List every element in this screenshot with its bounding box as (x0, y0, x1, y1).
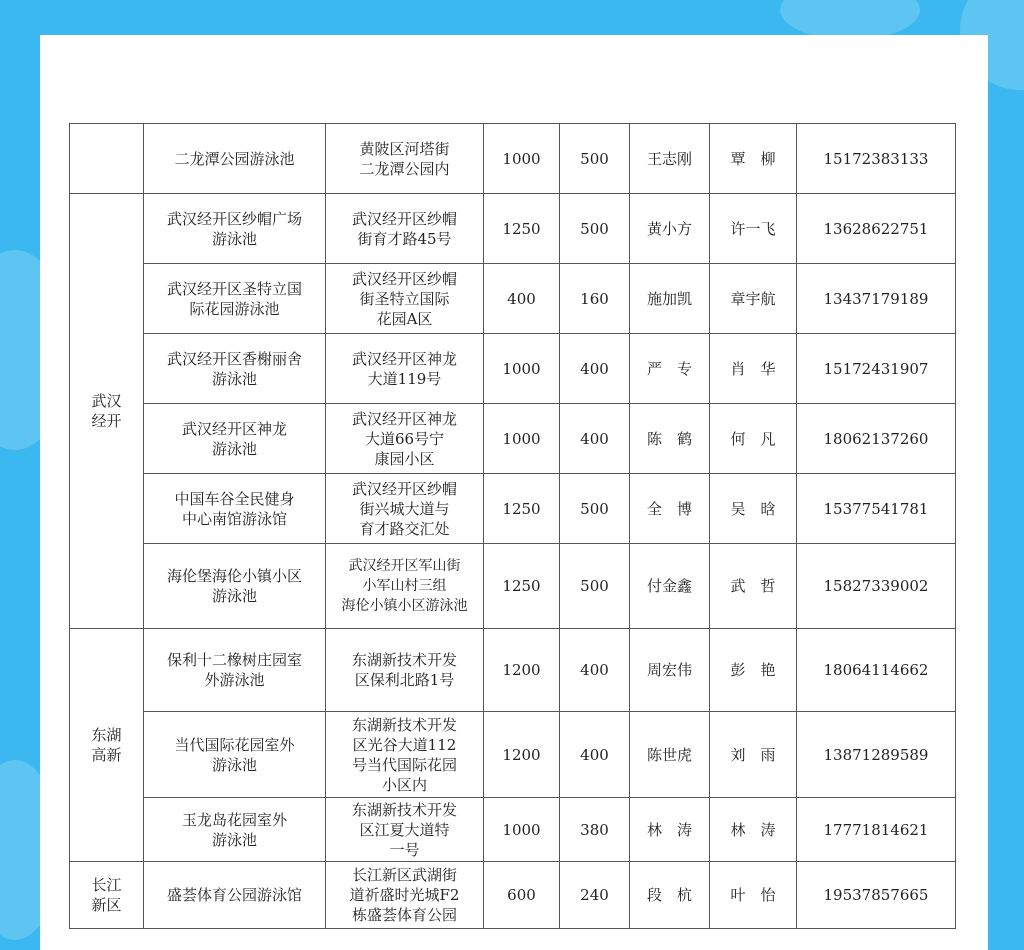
venue-cell: 武汉经开区神龙 游泳池 (144, 404, 326, 474)
table-row (70, 194, 956, 264)
capacity-cell: 400 (560, 629, 630, 712)
venue-cell: 二龙潭公园游泳池 (144, 124, 326, 194)
capacity-cell: 500 (560, 194, 630, 264)
contact-cell: 吴 晗 (710, 474, 797, 544)
phone-cell: 18062137260 (797, 404, 956, 474)
phone-cell: 17771814621 (797, 798, 956, 862)
contact-cell: 章宇航 (710, 264, 797, 334)
document-page (40, 35, 988, 950)
table-row (70, 404, 956, 474)
area-cell: 1000 (484, 798, 560, 862)
address-cell: 东湖新技术开发 区江夏大道特 一号 (326, 798, 484, 862)
contact-cell: 严 专 (630, 334, 710, 404)
phone-cell: 13871289589 (797, 712, 956, 798)
contact-cell: 周宏伟 (630, 629, 710, 712)
phone-cell: 13437179189 (797, 264, 956, 334)
contact-cell: 付金鑫 (630, 544, 710, 629)
phone-cell: 15827339002 (797, 544, 956, 629)
area-cell: 600 (484, 862, 560, 929)
contact-cell: 武 哲 (710, 544, 797, 629)
venue-cell: 玉龙岛花园室外 游泳池 (144, 798, 326, 862)
capacity-cell: 160 (560, 264, 630, 334)
contact-cell: 施加凯 (630, 264, 710, 334)
contact-cell: 王志刚 (630, 124, 710, 194)
phone-cell: 19537857665 (797, 862, 956, 929)
address-cell: 武汉经开区神龙 大道66号宁 康园小区 (326, 404, 484, 474)
venue-cell: 海伦堡海伦小镇小区 游泳池 (144, 544, 326, 629)
contact-cell: 彭 艳 (710, 629, 797, 712)
contact-cell: 陈 鹤 (630, 404, 710, 474)
area-cell: 400 (484, 264, 560, 334)
table-row (70, 124, 956, 194)
capacity-cell: 500 (560, 544, 630, 629)
contact-cell: 全 博 (630, 474, 710, 544)
district-cell-continued (70, 124, 144, 194)
address-cell: 武汉经开区神龙 大道119号 (326, 334, 484, 404)
address-cell: 武汉经开区纱帽 街育才路45号 (326, 194, 484, 264)
capacity-cell: 400 (560, 334, 630, 404)
venue-cell: 武汉经开区香榭丽舍 游泳池 (144, 334, 326, 404)
address-cell: 东湖新技术开发 区保利北路1号 (326, 629, 484, 712)
contact-cell: 覃 柳 (710, 124, 797, 194)
capacity-cell: 500 (560, 124, 630, 194)
venue-cell: 中国车谷全民健身 中心南馆游泳馆 (144, 474, 326, 544)
swimming-pool-table (69, 123, 956, 929)
venue-cell: 盛荟体育公园游泳馆 (144, 862, 326, 929)
phone-cell: 15377541781 (797, 474, 956, 544)
district-cell: 武汉 经开 (70, 194, 144, 629)
area-cell: 1000 (484, 124, 560, 194)
contact-cell: 黄小方 (630, 194, 710, 264)
table-row (70, 544, 956, 629)
address-cell: 武汉经开区纱帽 街圣特立国际 花园A区 (326, 264, 484, 334)
contact-cell: 林 涛 (710, 798, 797, 862)
area-cell: 1250 (484, 544, 560, 629)
contact-cell: 肖 华 (710, 334, 797, 404)
address-cell: 黄陂区河塔街 二龙潭公园内 (326, 124, 484, 194)
contact-cell: 林 涛 (630, 798, 710, 862)
venue-cell: 保利十二橡树庄园室 外游泳池 (144, 629, 326, 712)
area-cell: 1250 (484, 194, 560, 264)
capacity-cell: 240 (560, 862, 630, 929)
area-cell: 1000 (484, 404, 560, 474)
venue-cell: 武汉经开区纱帽广场 游泳池 (144, 194, 326, 264)
area-cell: 1250 (484, 474, 560, 544)
venue-cell: 当代国际花园室外 游泳池 (144, 712, 326, 798)
table-row (70, 474, 956, 544)
phone-cell: 13628622751 (797, 194, 956, 264)
address-cell: 东湖新技术开发 区光谷大道112 号当代国际花园 小区内 (326, 712, 484, 798)
phone-cell: 18064114662 (797, 629, 956, 712)
area-cell: 1200 (484, 712, 560, 798)
contact-cell: 陈世虎 (630, 712, 710, 798)
address-cell: 武汉经开区纱帽 街兴城大道与 育才路交汇处 (326, 474, 484, 544)
capacity-cell: 400 (560, 404, 630, 474)
table-row (70, 712, 956, 798)
area-cell: 1000 (484, 334, 560, 404)
table-row (70, 862, 956, 929)
contact-cell: 段 杭 (630, 862, 710, 929)
table-row (70, 334, 956, 404)
area-cell: 1200 (484, 629, 560, 712)
capacity-cell: 380 (560, 798, 630, 862)
district-cell: 长江 新区 (70, 862, 144, 929)
capacity-cell: 400 (560, 712, 630, 798)
phone-cell: 15172431907 (797, 334, 956, 404)
table-row (70, 264, 956, 334)
table-row (70, 798, 956, 862)
phone-cell: 15172383133 (797, 124, 956, 194)
address-cell: 武汉经开区军山街 小军山村三组 海伦小镇小区游泳池 (326, 544, 484, 629)
capacity-cell: 500 (560, 474, 630, 544)
contact-cell: 叶 怡 (710, 862, 797, 929)
address-cell: 长江新区武湖街 道祈盛时光城F2 栋盛荟体育公园 (326, 862, 484, 929)
venue-cell: 武汉经开区圣特立国 际花园游泳池 (144, 264, 326, 334)
contact-cell: 刘 雨 (710, 712, 797, 798)
contact-cell: 何 凡 (710, 404, 797, 474)
table-row (70, 629, 956, 712)
district-cell: 东湖 高新 (70, 629, 144, 862)
contact-cell: 许一飞 (710, 194, 797, 264)
